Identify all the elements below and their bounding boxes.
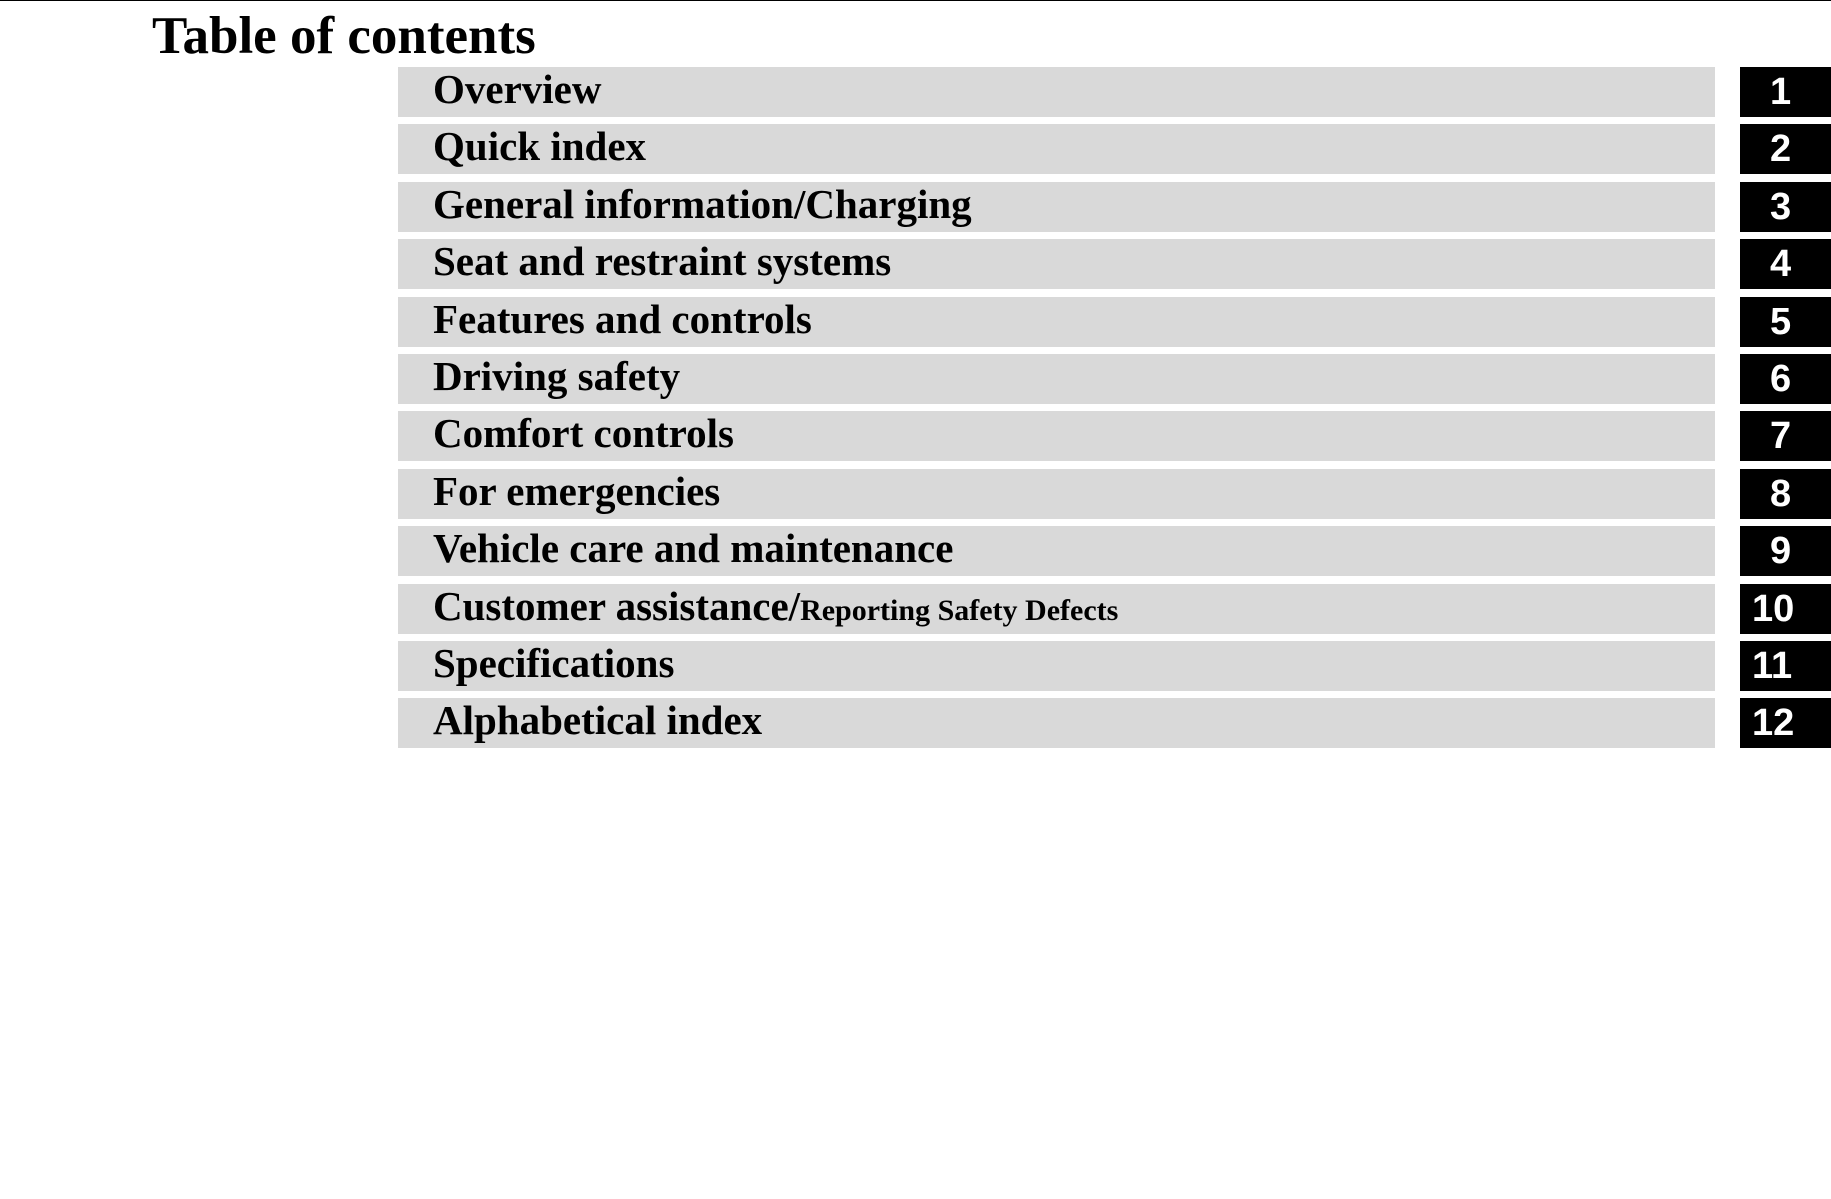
toc-item-specifications[interactable] (0, 641, 1831, 691)
toc-item-label[interactable]: Alphabetical index (433, 697, 763, 744)
toc-list (0, 67, 1831, 756)
toc-item-for-emergencies[interactable] (0, 469, 1831, 519)
toc-item-label[interactable]: Comfort controls (433, 410, 734, 457)
toc-item-customer-assistance[interactable] (0, 584, 1831, 634)
chapter-tab[interactable]: 10 (1740, 584, 1831, 634)
toc-item-overview[interactable] (0, 67, 1831, 117)
chapter-tab[interactable]: 6 (1740, 354, 1831, 404)
toc-item-features-controls[interactable] (0, 297, 1831, 347)
toc-item-label[interactable]: Features and controls (433, 295, 812, 342)
toc-item-comfort-controls[interactable] (0, 411, 1831, 461)
toc-item-label[interactable]: For emergencies (433, 467, 721, 514)
toc-item-label[interactable]: Vehicle care and maintenance (433, 525, 954, 572)
chapter-tab[interactable]: 3 (1740, 182, 1831, 232)
toc-item-label[interactable]: Specifications (433, 639, 675, 686)
chapter-tab[interactable]: 9 (1740, 526, 1831, 576)
toc-item-label[interactable]: Quick index (433, 123, 647, 170)
toc-item-quick-index[interactable] (0, 124, 1831, 174)
toc-item-driving-safety[interactable] (0, 354, 1831, 404)
chapter-tab[interactable]: 11 (1740, 641, 1831, 691)
chapter-tab[interactable]: 12 (1740, 698, 1831, 748)
chapter-tab[interactable]: 1 (1740, 67, 1831, 117)
top-rule (0, 0, 1831, 1)
toc-item-vehicle-care[interactable] (0, 526, 1831, 576)
toc-item-seat-restraint[interactable] (0, 239, 1831, 289)
toc-item-label[interactable]: Seat and restraint systems (433, 238, 892, 285)
toc-item-label[interactable]: Overview (433, 66, 602, 112)
chapter-tab[interactable]: 2 (1740, 124, 1831, 174)
toc-item-label[interactable] (433, 584, 1118, 634)
toc-item-label-main: Customer assistance/ (433, 582, 801, 629)
chapter-tab[interactable]: 7 (1740, 411, 1831, 461)
toc-item-label[interactable]: Driving safety (433, 352, 681, 399)
toc-item-alphabetical-index[interactable] (0, 698, 1831, 748)
chapter-tab[interactable]: 4 (1740, 239, 1831, 289)
chapter-tab[interactable]: 5 (1740, 297, 1831, 347)
toc-item-label[interactable]: General information/Charging (433, 180, 972, 227)
page-title: Table of contents (152, 7, 536, 65)
toc-item-label-sub: Reporting Safety Defects (800, 593, 1119, 627)
toc-item-general-information[interactable] (0, 182, 1831, 232)
chapter-tab[interactable]: 8 (1740, 469, 1831, 519)
